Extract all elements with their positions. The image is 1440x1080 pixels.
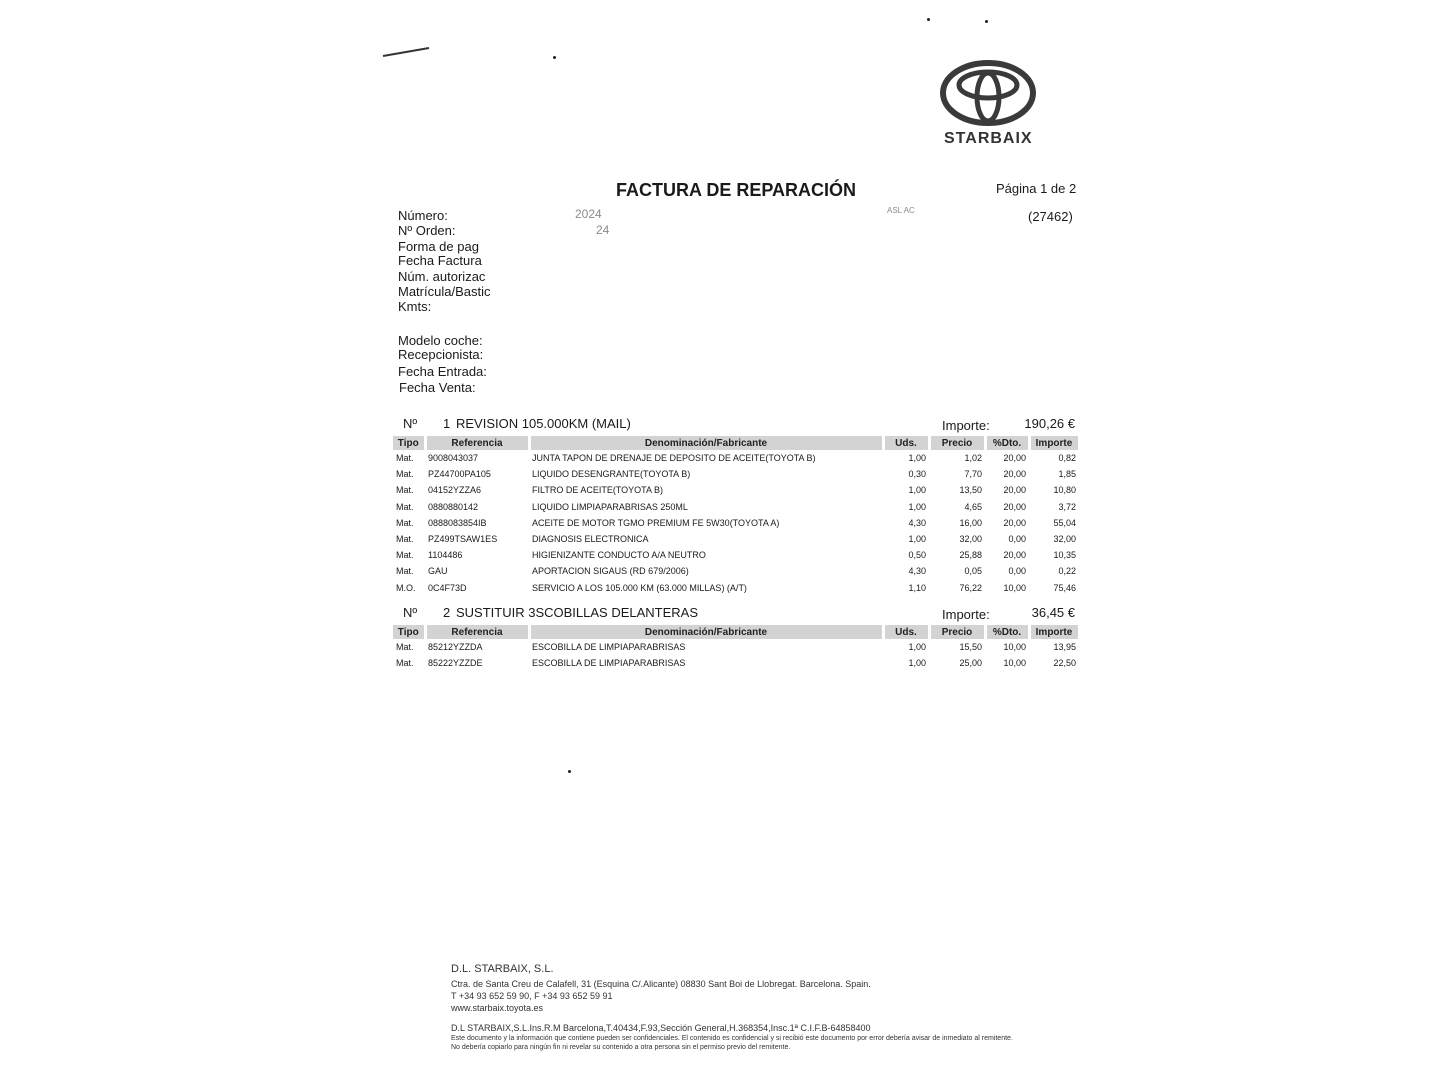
table-row	[393, 547, 1079, 563]
label-fecha-venta: Fecha Venta:	[399, 380, 476, 395]
cell-denominacion: ESCOBILLA DE LIMPIAPARABRISAS	[532, 642, 686, 653]
cell-dto: 20,00	[1003, 469, 1026, 480]
column-header: %Dto.	[985, 625, 1029, 639]
cell-dto: 20,00	[1003, 550, 1026, 561]
cell-importe: 1,85	[1058, 469, 1076, 480]
column-header: Importe	[1029, 625, 1079, 639]
cell-importe: 13,95	[1053, 642, 1076, 653]
table-row	[393, 466, 1079, 482]
cell-referencia: 0880880142	[428, 501, 479, 512]
cell-precio: 1,02	[964, 453, 982, 464]
cell-referencia: 85212YZZDA	[428, 642, 483, 653]
invoice-title: FACTURA DE REPARACIÓN	[616, 180, 857, 200]
footer-confidential-1: Este documento y la información que contiene pueden ser confidenciales. El contenido es confidencial y si recibió este documento por error debería avisar de inmediato al remitente.	[451, 1035, 1013, 1042]
footer-address: Ctra. de Santa Creu de Calafell, 31 (Esquina C/.Alicante) 08830 Sant Boi de Llobregat. Barcelona. Spain.	[451, 979, 871, 989]
column-header: Denominación/Fabricante	[529, 625, 883, 639]
cell-dto: 20,00	[1003, 517, 1026, 528]
cell-tipo: Mat.	[396, 517, 414, 528]
cell-uds: 1,00	[908, 642, 926, 653]
section-importe-value: 36,45 €	[1031, 605, 1075, 620]
cell-dto: 20,00	[1003, 453, 1026, 464]
pen-stroke-mark	[380, 44, 432, 60]
table-row	[393, 515, 1079, 531]
cell-tipo: Mat.	[396, 566, 414, 577]
table-header-row	[393, 625, 1079, 639]
cell-denominacion: APORTACION SIGAUS (RD 679/2006)	[532, 566, 689, 577]
cell-dto: 20,00	[1003, 501, 1026, 512]
footer-phones: T +34 93 652 59 90, F +34 93 652 59 91	[451, 991, 613, 1001]
column-header: Denominación/Fabricante	[529, 436, 883, 450]
cell-uds: 0,50	[908, 550, 926, 561]
cell-denominacion: HIGIENIZANTE CONDUCTO A/A NEUTRO	[532, 550, 706, 561]
reference-number: (27462)	[1028, 209, 1073, 224]
cell-tipo: Mat.	[396, 501, 414, 512]
cell-uds: 1,00	[908, 501, 926, 512]
cell-referencia: 0C4F73D	[428, 582, 467, 593]
cell-importe: 10,35	[1053, 550, 1076, 561]
column-header: Precio	[929, 436, 985, 450]
page-indicator: Página 1 de 2	[996, 181, 1077, 196]
cell-importe: 0,82	[1058, 453, 1076, 464]
cell-tipo: Mat.	[396, 453, 414, 464]
cell-uds: 1,10	[908, 582, 926, 593]
cell-precio: 16,00	[959, 517, 982, 528]
section-description: SUSTITUIR 3SCOBILLAS DELANTERAS	[456, 605, 699, 620]
cell-precio: 32,00	[959, 534, 982, 545]
section-number: 1	[443, 416, 451, 431]
label-modelo: Modelo coche:	[398, 333, 483, 348]
speck	[985, 20, 988, 23]
cell-denominacion: ACEITE DE MOTOR TGMO PREMIUM FE 5W30(TOYOTA A)	[532, 517, 780, 528]
cell-uds: 4,30	[908, 566, 926, 577]
cell-importe: 10,80	[1053, 485, 1076, 496]
cell-denominacion: LIQUIDO DESENGRANTE(TOYOTA B)	[532, 469, 691, 480]
label-num-autorizacion: Núm. autorizac	[398, 269, 486, 284]
label-fecha-factura: Fecha Factura	[398, 253, 482, 268]
cell-referencia: 9008043037	[428, 453, 479, 464]
cell-referencia: PZ499TSAW1ES	[428, 534, 498, 545]
column-header: Importe	[1029, 436, 1079, 450]
cell-referencia: GAU	[428, 566, 448, 577]
speck	[927, 18, 930, 21]
cell-denominacion: LIQUIDO LIMPIAPARABRISAS 250ML	[532, 501, 688, 512]
cell-precio: 15,50	[959, 642, 982, 653]
cell-importe: 32,00	[1053, 534, 1076, 545]
label-recepcionista: Recepcionista:	[398, 347, 484, 362]
section-importe-label: Importe:	[942, 418, 990, 433]
table-row	[393, 531, 1079, 547]
section-no-label: Nº	[403, 416, 418, 431]
label-forma-pago: Forma de pag	[398, 239, 479, 254]
cell-tipo: Mat.	[396, 550, 414, 561]
label-kmts: Kmts:	[398, 299, 432, 314]
items-table-2	[393, 625, 1081, 671]
section-number: 2	[443, 605, 451, 620]
cell-uds: 1,00	[908, 453, 926, 464]
cell-uds: 1,00	[908, 658, 926, 669]
header-fragment: ASL AC	[887, 206, 915, 215]
cell-precio: 13,50	[959, 485, 982, 496]
toyota-logo	[940, 60, 1036, 126]
cell-uds: 1,00	[908, 485, 926, 496]
cell-tipo: M.O.	[396, 582, 416, 593]
table-header-row	[393, 436, 1079, 450]
section-importe-label: Importe:	[942, 607, 990, 622]
column-header: Tipo	[393, 436, 425, 450]
column-header: Referencia	[425, 625, 529, 639]
cell-referencia: 0888083854IB	[428, 517, 487, 528]
label-orden: Nº Orden:	[398, 223, 456, 238]
column-header: Uds.	[883, 436, 929, 450]
label-numero: Número:	[398, 208, 448, 223]
table-row	[393, 563, 1079, 579]
table-row	[393, 580, 1079, 596]
table-row	[393, 639, 1079, 655]
table-body	[393, 450, 1079, 596]
cell-precio: 0,05	[964, 566, 982, 577]
section-no-label: Nº	[403, 605, 418, 620]
footer-confidential-2: No debería copiarlo para ningún fin ni revelar su contenido a otra persona sin el permiso previo del remitente.	[451, 1044, 791, 1051]
footer-registry: D.L STARBAIX,S.L.Ins.R.M Barcelona,T.40434,F.93,Sección General,H.368354,Insc.1ª C.I.F.B-64858400	[451, 1023, 871, 1033]
cell-dto: 10,00	[1003, 642, 1026, 653]
cell-precio: 25,00	[959, 658, 982, 669]
cell-referencia: 1104486	[428, 550, 463, 561]
cell-tipo: Mat.	[396, 534, 414, 545]
cell-denominacion: DIAGNOSIS ELECTRONICA	[532, 534, 649, 545]
cell-dto: 10,00	[1003, 658, 1026, 669]
label-matricula: Matrícula/Bastic	[398, 284, 491, 299]
cell-denominacion: SERVICIO A LOS 105.000 KM (63.000 MILLAS) (A/T)	[532, 582, 747, 593]
cell-precio: 76,22	[959, 582, 982, 593]
cell-dto: 20,00	[1003, 485, 1026, 496]
cell-importe: 0,22	[1058, 566, 1076, 577]
table-row	[393, 450, 1079, 466]
section-description: REVISION 105.000KM (MAIL)	[456, 416, 631, 431]
brand-name: STARBAIX	[944, 130, 1033, 147]
cell-uds: 1,00	[908, 534, 926, 545]
table-body	[393, 639, 1079, 671]
cell-precio: 25,88	[959, 550, 982, 561]
label-fecha-entrada: Fecha Entrada:	[398, 364, 487, 379]
items-table-1	[393, 436, 1081, 596]
footer-website: www.starbaix.toyota.es	[451, 1003, 544, 1013]
column-header: Referencia	[425, 436, 529, 450]
footer-company: D.L. STARBAIX, S.L.	[451, 963, 554, 975]
cell-denominacion: FILTRO DE ACEITE(TOYOTA B)	[532, 485, 664, 496]
cell-uds: 0,30	[908, 469, 926, 480]
cell-denominacion: JUNTA TAPON DE DRENAJE DE DEPOSITO DE ACEITE(TOYOTA B)	[532, 453, 816, 464]
cell-uds: 4,30	[908, 517, 926, 528]
table-row	[393, 482, 1079, 498]
column-header: Precio	[929, 625, 985, 639]
cell-importe: 75,46	[1053, 582, 1076, 593]
cell-dto: 10,00	[1003, 582, 1026, 593]
cell-dto: 0,00	[1008, 566, 1026, 577]
orden-fragment: 24	[596, 223, 610, 237]
cell-importe: 22,50	[1053, 658, 1076, 669]
cell-referencia: 04152YZZA6	[428, 485, 482, 496]
cell-dto: 0,00	[1008, 534, 1026, 545]
numero-fragment: 2024	[575, 207, 602, 221]
cell-importe: 3,72	[1058, 501, 1076, 512]
speck	[568, 770, 571, 773]
cell-tipo: Mat.	[396, 642, 414, 653]
cell-tipo: Mat.	[396, 658, 414, 669]
table-row	[393, 499, 1079, 515]
cell-tipo: Mat.	[396, 469, 414, 480]
cell-tipo: Mat.	[396, 485, 414, 496]
cell-precio: 4,65	[964, 501, 982, 512]
column-header: Uds.	[883, 625, 929, 639]
section-importe-value: 190,26 €	[1024, 416, 1075, 431]
table-row	[393, 655, 1079, 671]
cell-referencia: 85222YZZDE	[428, 658, 483, 669]
cell-referencia: PZ44700PA105	[428, 469, 491, 480]
cell-importe: 55,04	[1053, 517, 1076, 528]
cell-precio: 7,70	[964, 469, 982, 480]
speck	[553, 56, 556, 59]
cell-denominacion: ESCOBILLA DE LIMPIAPARABRISAS	[532, 658, 686, 669]
column-header: %Dto.	[985, 436, 1029, 450]
column-header: Tipo	[393, 625, 425, 639]
